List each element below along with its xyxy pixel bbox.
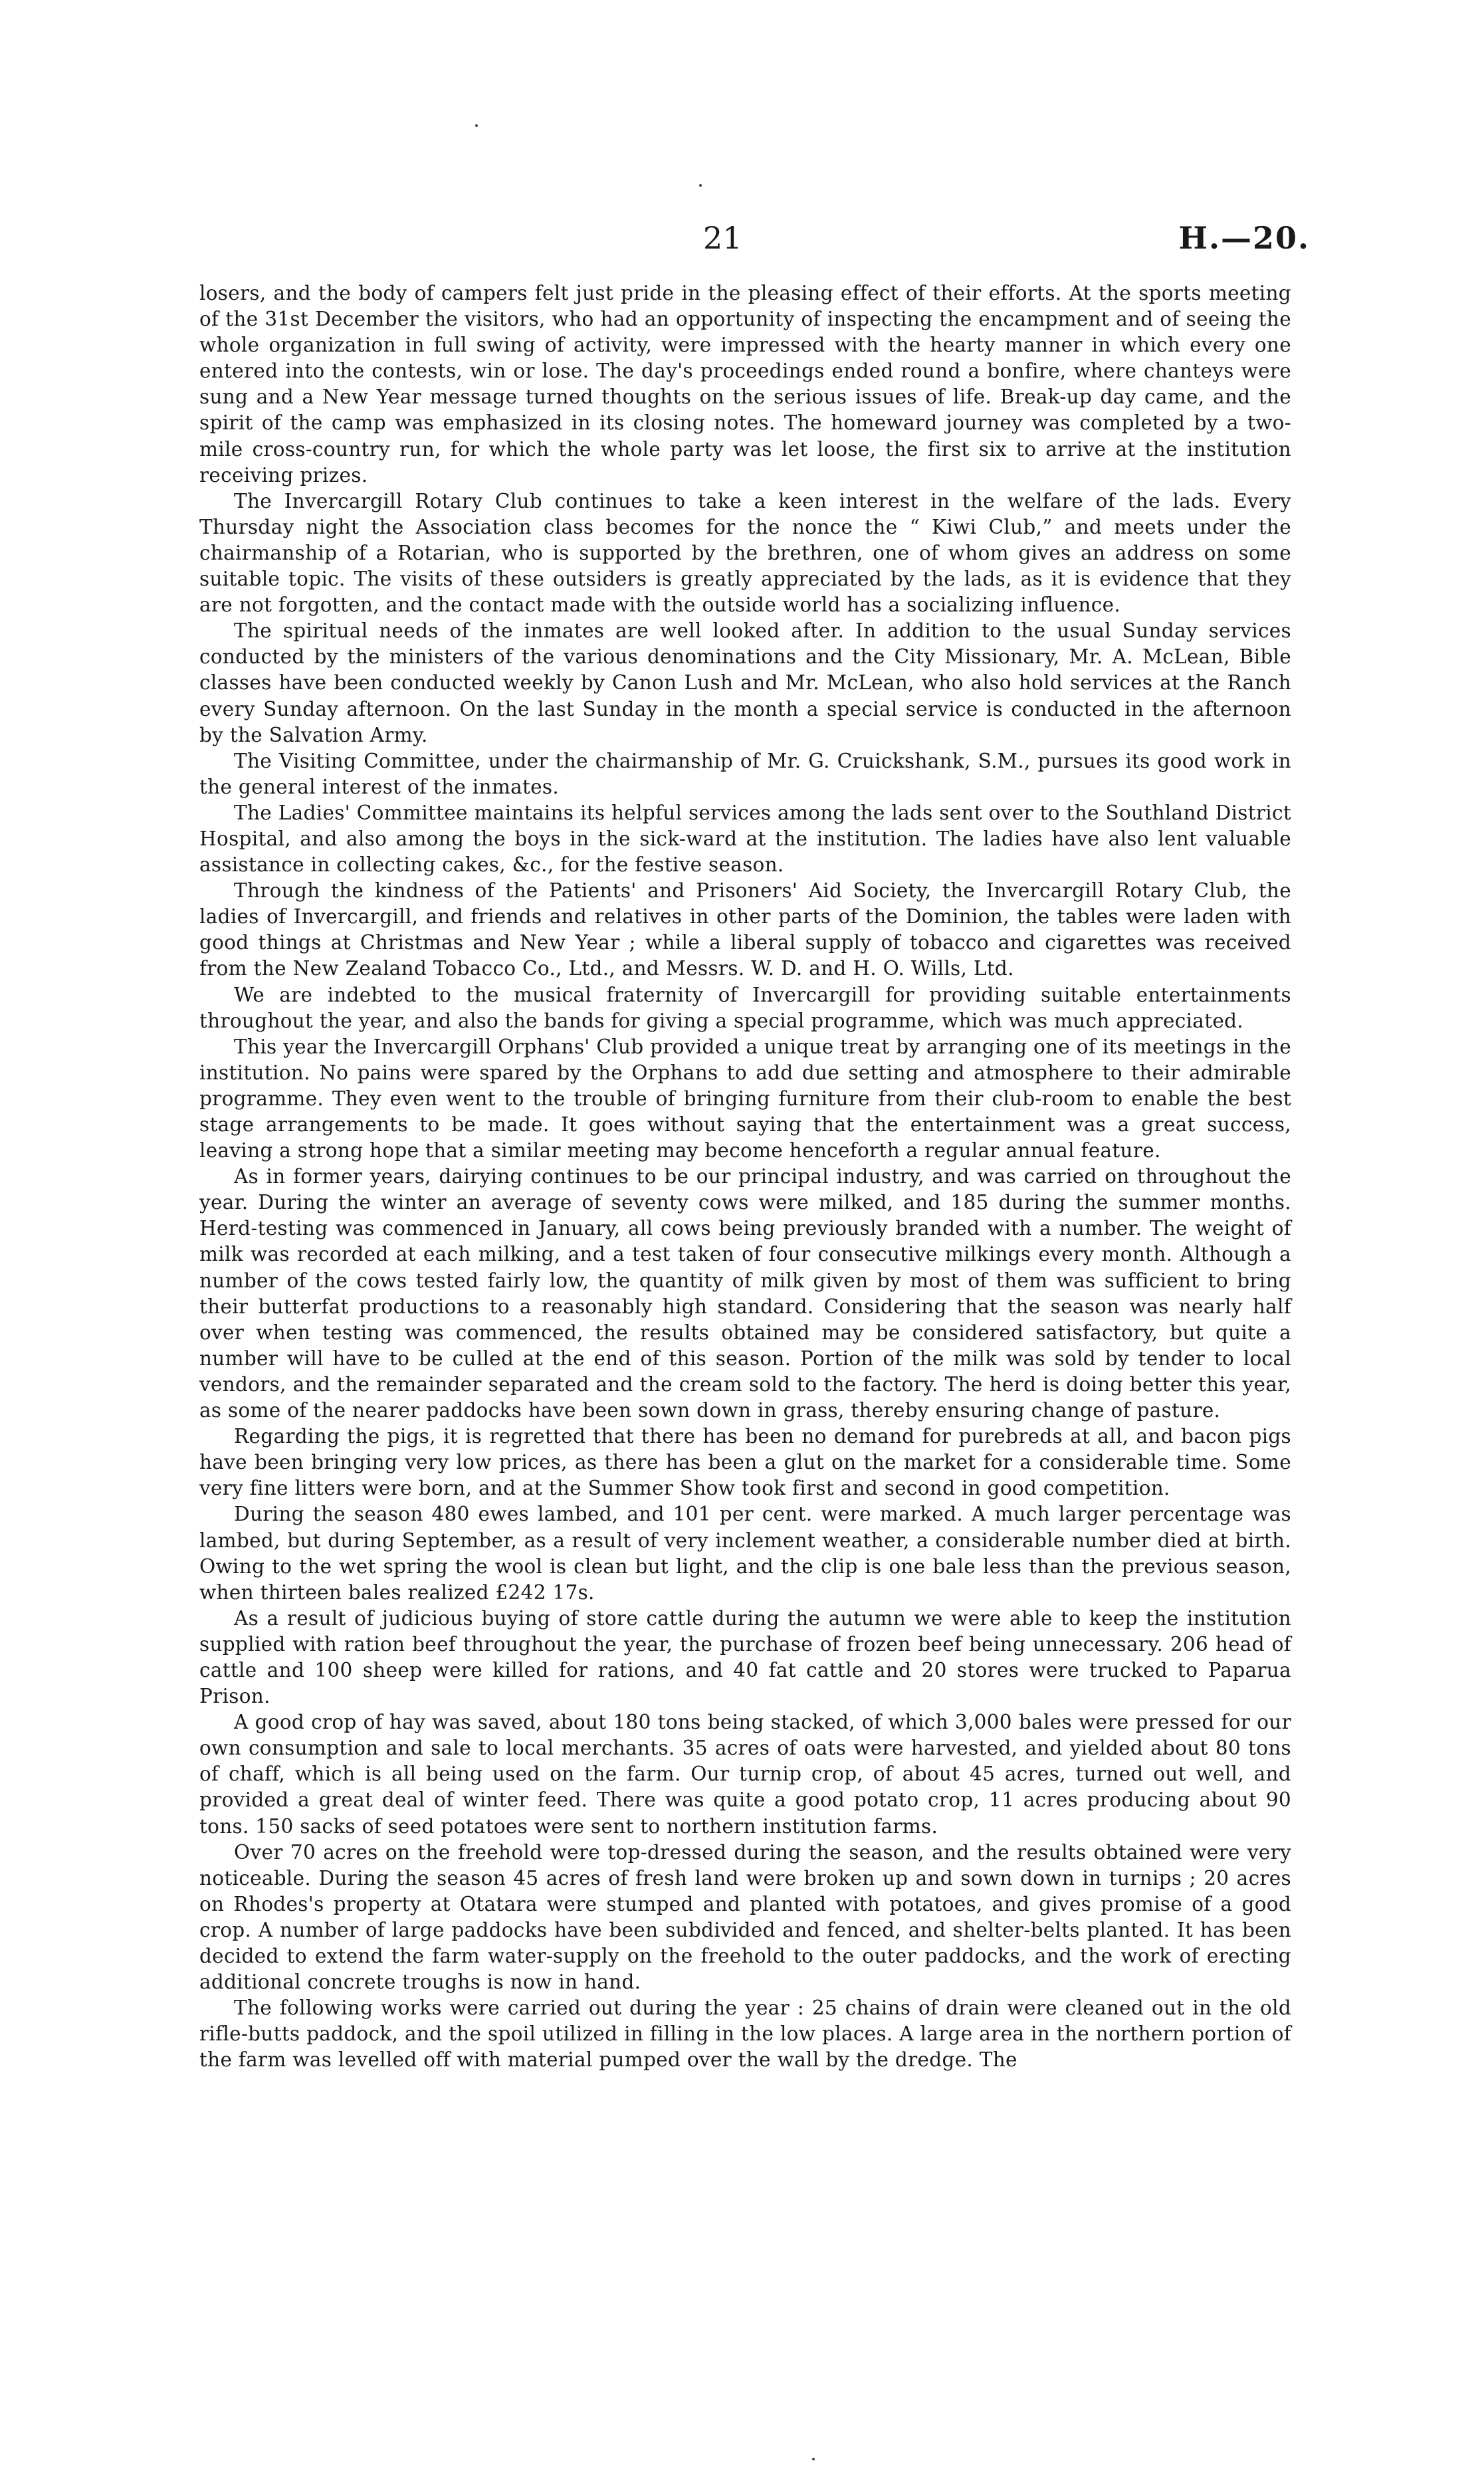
document-reference: H.—20. bbox=[1178, 220, 1310, 256]
scan-speck bbox=[475, 124, 478, 127]
paragraph: Regarding the pigs, it is regretted that there has been no demand for purebreds at all, and bacon pigs have been bringing very low prices, as there has been a glut on the market for a considerable time. Some very fine litters were born, and at the Summer Show took first and second in good competition. bbox=[199, 1425, 1291, 1500]
scan-speck bbox=[812, 2458, 815, 2460]
paragraph: The Visiting Committee, under the chairmanship of Mr. G. Cruickshank, S.M., pursues its good work in the general interest of the inmates. bbox=[199, 749, 1291, 798]
paragraph: Through the kindness of the Patients' and Prisoners' Aid Society, the Invercargill Rotary Club, the ladies of Invercargill, and friends and relatives in other parts of the Dominion, the tables were laden with good things at Christmas and New Year ; while a liberal supply of tobacco and cigarettes was received from the New Zealand Tobacco Co., Ltd., and Messrs. W. D. and H. O. Wills, Ltd. bbox=[199, 879, 1291, 980]
paragraph: The Ladies' Committee maintains its helpful services among the lads sent over to the Southland District Hospital, and also among the boys in the sick-ward at the institution. The ladies have also lent valuable assistance in collecting cakes, &c., for the festive season. bbox=[199, 801, 1291, 877]
paragraph: A good crop of hay was saved, about 180 tons being stacked, of which 3,000 bales were pressed for our own consumption and sale to local merchants. 35 acres of oats were harvested, and yielded about 80 tons of chaff, which is all being used on the farm. Our turnip crop, of about 45 acres, turned out well, and provided a great deal of winter feed. There was quite a good potato crop, 11 acres producing about 90 tons. 150 sacks of seed potatoes were sent to northern institution farms. bbox=[199, 1711, 1291, 1838]
page-header bbox=[0, 211, 1484, 265]
paragraph: losers, and the body of campers felt just pride in the pleasing effect of their efforts. At the sports meeting of the 31st December the visitors, who had an opportunity of inspecting the encampment and of seeing the whole organization in full swing of activity, were impressed with the hearty manner in which every one entered into the contests, win or lose. The day's proceedings ended round a bonfire, where chanteys were sung and a New Year message turned thoughts on the serious issues of life. Break-up day came, and the spirit of the camp was emphasized in its closing notes. The homeward journey was completed by a two-mile cross-country run, for which the whole party was let loose, the first six to arrive at the institution receiving prizes. bbox=[199, 282, 1291, 487]
paragraph: This year the Invercargill Orphans' Club provided a unique treat by arranging one of its meetings in the institution. No pains were spared by the Orphans to add due setting and atmosphere to their admirable programme. They even went to the trouble of bringing furniture from their club-room to enable the best stage arrangements to be made. It goes without saying that the entertainment was a great success, leaving a strong hope that a similar meeting may become henceforth a regular annual feature. bbox=[199, 1035, 1291, 1162]
paragraph: During the season 480 ewes lambed, and 101 per cent. were marked. A much larger percentage was lambed, but during September, as a result of very inclement weather, a considerable number died at birth. Owing to the wet spring the wool is clean but light, and the clip is one bale less than the previous season, when thirteen bales realized £242 17s. bbox=[199, 1503, 1291, 1604]
paragraph: As in former years, dairying continues to be our principal industry, and was carried on throughout the year. During the winter an average of seventy cows were milked, and 185 during the summer months. Herd-testing was commenced in January, all cows being previously branded with a number. The weight of milk was recorded at each milking, and a test taken of four consecutive milkings every month. Although a number of the cows tested fairly low, the quantity of milk given by most of them was sufficient to bring their butterfat productions to a reasonably high standard. Considering that the season was nearly half over when testing was commenced, the results obtained may be considered satisfactory, but quite a number will have to be culled at the end of this season. Portion of the milk was sold by tender to local vendors, and the remainder separated and the cream sold to the factory. The herd is doing better this year, as some of the nearer paddocks have been sown down in grass, thereby ensuring change of pasture. bbox=[199, 1165, 1291, 1422]
paragraph: The spiritual needs of the inmates are well looked after. In addition to the usual Sunday services conducted by the ministers of the various denominations and the City Missionary, Mr. A. McLean, Bible classes have been conducted weekly by Canon Lush and Mr. McLean, who also hold services at the Ranch every Sunday afternoon. On the last Sunday in the month a special service is conducted in the afternoon by the Salvation Army. bbox=[199, 619, 1291, 746]
paragraph: We are indebted to the musical fraternity of Invercargill for providing suitable entertainments throughout the year, and also the bands for giving a special programme, which was much appreciated. bbox=[199, 983, 1291, 1032]
paragraph: As a result of judicious buying of store cattle during the autumn we were able to keep the institution supplied with ration beef throughout the year, the purchase of frozen beef being unnecessary. 206 head of cattle and 100 sheep were killed for rations, and 40 fat cattle and 20 stores were trucked to Paparua Prison. bbox=[199, 1606, 1291, 1708]
paragraph: The following works were carried out during the year : 25 chains of drain were cleaned out in the old rifle-butts paddock, and the spoil utilized in filling in the low places. A large area in the northern portion of the farm was levelled off with material pumped over the wall by the dredge. The bbox=[199, 1997, 1291, 2072]
page-number: 21 bbox=[703, 220, 742, 256]
body-text bbox=[199, 280, 1291, 2073]
paragraph: Over 70 acres on the freehold were top-dressed during the season, and the results obtained were very noticeable. During the season 45 acres of fresh land were broken up and sown down in turnips ; 20 acres on Rhodes's property at Otatara were stumped and planted with potatoes, and gives promise of a good crop. A number of large paddocks have been subdivided and fenced, and shelter-belts planted. It has been decided to extend the farm water-supply on the freehold to the outer paddocks, and the work of erecting additional concrete troughs is now in hand. bbox=[199, 1840, 1291, 1994]
paragraph: The Invercargill Rotary Club continues to take a keen interest in the welfare of the lads. Every Thursday night the Association class becomes for the nonce the “ Kiwi Club,” and meets under the chairmanship of a Rotarian, who is supported by the brethren, one of whom gives an address on some suitable topic. The visits of these outsiders is greatly appreciated by the lads, as it is evidence that they are not forgotten, and the contact made with the outside world has a socializing influence. bbox=[199, 489, 1291, 617]
scan-speck bbox=[699, 184, 702, 187]
